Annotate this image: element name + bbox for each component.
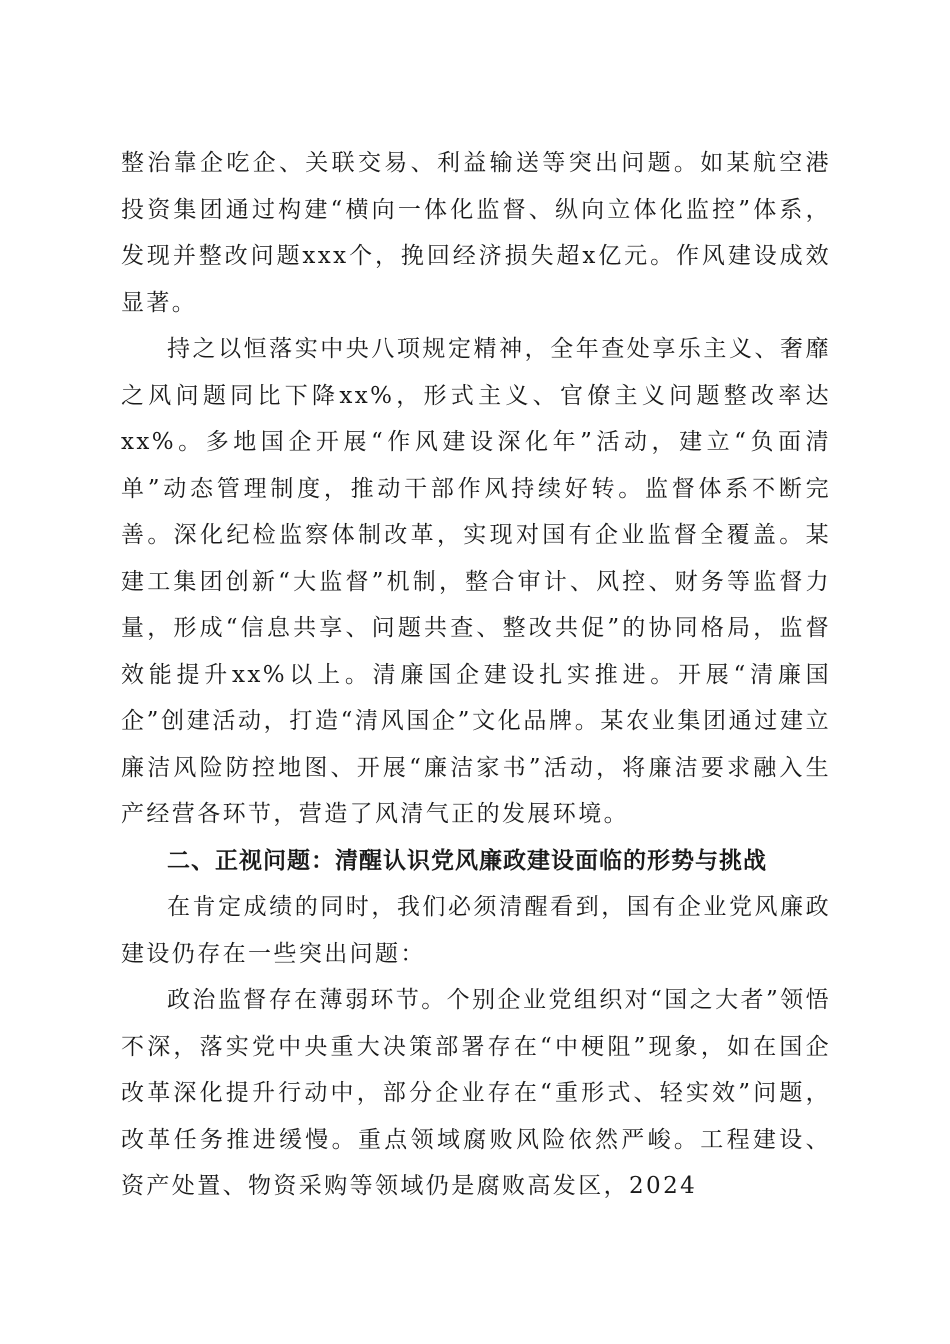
section-heading: 二、正视问题：清醒认识党风廉政建设面临的形势与挑战 xyxy=(167,847,767,874)
body-paragraph: 持之以恒落实中央八项规定精神，全年查处享乐主义、奢靡之风问题同比下降xx%，形式主义、官僚主义问题整改率达xx%。多地国企开展“作风建设深化年”活动，建立“负面清单”动态管理制度，推动干部作风持续好转。监督体系不断完善。深化纪检监察体制改革，实现对国有企业监督全覆盖。某建工集团创新“大监督”机制，整合审计、风控、财务等监督力量，形成“信息共享、问题共查、整改共促”的协同格局，监督效能提升xx%以上。清廉国企建设扎实推进。开展“清廉国企”创建活动，打造“清风国企”文化品牌。某农业集团通过建立廉洁风险防控地图、开展“廉洁家书”活动，将廉洁要求融入生产经营各环节，营造了风清气正的发展环境。 xyxy=(121,336,831,827)
document-body xyxy=(121,140,831,1210)
body-paragraph: 政治监督存在薄弱环节。个别企业党组织对“国之大者”领悟不深，落实党中央重大决策部署存在“中梗阻”现象，如在国企改革深化提升行动中，部分企业存在“重形式、轻实效”问题，改革任务推进缓慢。重点领域腐败风险依然严峻。工程建设、资产处置、物资采购等领域仍是腐败高发区，2024 xyxy=(121,987,831,1199)
body-paragraph-continued: 整治靠企吃企、关联交易、利益输送等突出问题。如某航空港投资集团通过构建“横向一体化监督、纵向立体化监控”体系，发现并整改问题xxx个，挽回经济损失超x亿元。作风建设成效显著。 xyxy=(121,150,831,316)
body-paragraph: 在肯定成绩的同时，我们必须清醒看到，国有企业党风廉政建设仍存在一些突出问题： xyxy=(121,894,831,967)
